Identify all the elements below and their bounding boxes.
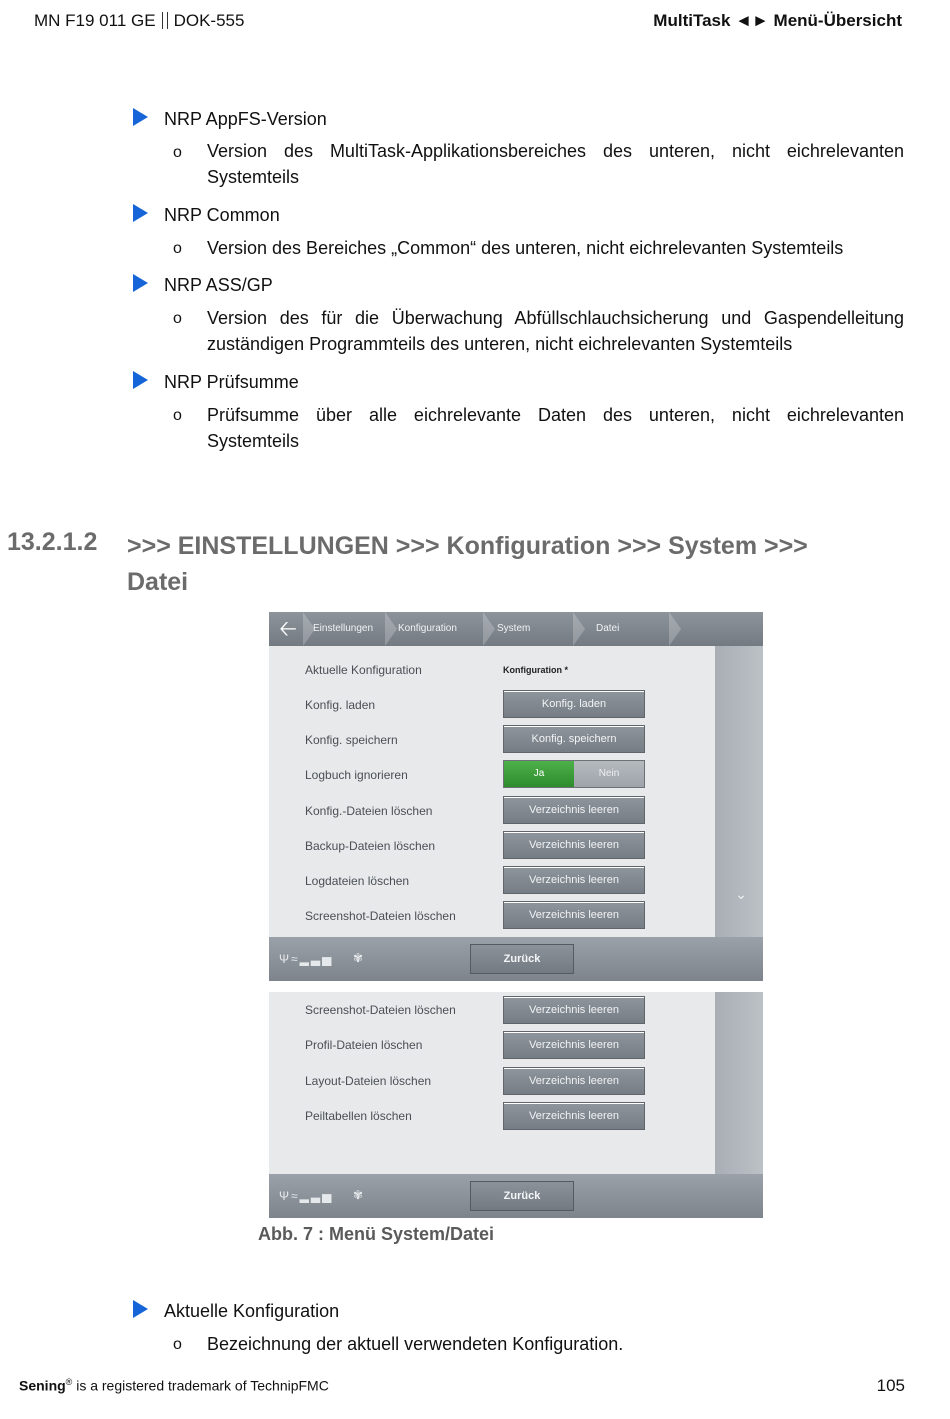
bullet-triangle-icon (133, 204, 148, 222)
bullet-triangle-icon (133, 1300, 148, 1318)
row-label-logbuch-ignorieren: Logbuch ignorieren (305, 768, 408, 782)
row-label-layout-dateien-loeschen: Layout-Dateien löschen (305, 1074, 432, 1088)
row-label-screenshot-dateien-loeschen: Screenshot-Dateien löschen (305, 909, 456, 923)
clear-config-files-button[interactable]: Verzeichnis leeren (503, 796, 645, 824)
row-label-konfig-speichern: Konfig. speichern (305, 733, 398, 747)
breadcrumb-item-einstellungen[interactable]: Einstellungen (313, 623, 374, 634)
back-button[interactable]: Zurück (470, 944, 574, 974)
row-label-backup-dateien-loeschen: Backup-Dateien löschen (305, 839, 436, 853)
breadcrumb-separator (573, 612, 585, 646)
row-label-profil-dateien-loeschen: Profil-Dateien löschen (305, 1038, 423, 1052)
bullet-triangle-icon (133, 371, 148, 389)
device-screenshot-2 (269, 992, 763, 1218)
trademark-text: is a registered trademark of TechnipFMC (72, 1377, 329, 1394)
row-label-screenshot-dateien-loeschen: Screenshot-Dateien löschen (305, 1003, 456, 1017)
clear-screenshot-files-button[interactable]: Verzeichnis leeren (503, 901, 645, 929)
breadcrumb-item-konfiguration[interactable]: Konfiguration (398, 623, 457, 634)
clear-log-files-button[interactable]: Verzeichnis leeren (503, 866, 645, 894)
scroll-column[interactable] (715, 646, 763, 937)
clear-backup-files-button[interactable]: Verzeichnis leeren (503, 831, 645, 859)
clear-screenshot-files-button[interactable]: Verzeichnis leeren (503, 996, 645, 1024)
sub-bullet-marker: o (173, 240, 182, 257)
toggle-nein[interactable]: Nein (574, 761, 644, 787)
row-label-logdateien-loeschen: Logdateien löschen (305, 874, 410, 888)
registered-mark: ® (65, 1377, 73, 1387)
item-title: NRP ASS/GP (164, 275, 273, 295)
section-title-line2: Datei (127, 568, 189, 596)
header-chapter-title: MultiTask ◄► Menü-Übersicht (653, 11, 902, 30)
item-description: Version des MultiTask-Applikationsbereiches des unteren, nicht eichrelevanten Systemteils (207, 141, 904, 187)
scroll-column[interactable] (715, 992, 763, 1174)
doc-number: MN F19 011 GE (34, 11, 156, 30)
breadcrumb-item-datei[interactable]: Datei (596, 623, 620, 634)
signal-icon: ▂▃▅ (299, 1189, 334, 1203)
item-description: Bezeichnung der aktuell verwendeten Konfiguration. (207, 1334, 624, 1354)
back-button[interactable]: Zurück (470, 1181, 574, 1211)
bullet-triangle-icon (133, 108, 148, 126)
item-title: NRP Common (164, 205, 280, 225)
status-icons (279, 952, 333, 966)
item-title: NRP AppFS-Version (164, 109, 327, 129)
current-config-value: Konfiguration * (503, 665, 568, 675)
breadcrumb (269, 612, 763, 646)
sub-bullet-marker: o (173, 144, 182, 161)
back-arrow-icon[interactable]: 🡠 (279, 616, 297, 641)
row-label-aktuelle-konfiguration: Aktuelle Konfiguration (305, 663, 422, 677)
save-config-button[interactable]: Konfig. speichern (503, 725, 645, 753)
bullet-triangle-icon (133, 274, 148, 292)
row-label-konfig-dateien-loeschen: Konfig.-Dateien löschen (305, 804, 433, 818)
clear-layout-files-button[interactable]: Verzeichnis leeren (503, 1067, 645, 1095)
load-config-button[interactable]: Konfig. laden (503, 690, 645, 718)
header-document-id (34, 11, 244, 31)
item-description: Prüfsumme über alle eichrelevante Daten des unteren, nicht eichrelevanten Systemteils (207, 405, 904, 451)
link-icon: ≈ (291, 1189, 300, 1203)
row-label-konfig-laden: Konfig. laden (305, 698, 376, 712)
item-description: Version des Bereiches „Common“ des unteren, nicht eichrelevanten Systemteils (207, 238, 844, 258)
dok-number: DOK-555 (173, 11, 245, 30)
sub-bullet-marker: o (173, 407, 182, 424)
status-icons (279, 1189, 333, 1203)
breadcrumb-separator (483, 612, 495, 646)
item-title: Aktuelle Konfiguration (164, 1301, 340, 1321)
toggle-ja[interactable]: Ja (504, 761, 574, 787)
brand-name: Sening (19, 1377, 66, 1394)
item-description: Version des für die Überwachung Abfüllschlauchsicherung und Gaspendelleitung zuständigen Programmteils des unteren, nicht eichrelevanten Systemteils (207, 308, 904, 354)
section-title (127, 528, 887, 600)
usb-icon: Ψ (279, 952, 292, 966)
item-title: NRP Prüfsumme (164, 372, 299, 392)
usb-icon: Ψ (279, 1189, 292, 1203)
header-separator (162, 12, 168, 29)
settings-panel (269, 646, 715, 937)
chevron-down-icon[interactable]: ⌄ (735, 886, 747, 902)
sub-bullet-marker: o (173, 1336, 182, 1353)
page-number: 105 (876, 1376, 905, 1395)
figure-caption: Abb. 7 : Menü System/Datei (258, 1224, 495, 1244)
breadcrumb-separator (385, 612, 397, 646)
section-number: 13.2.1.2 (7, 528, 98, 556)
status-footer (269, 937, 763, 981)
status-footer (269, 1174, 763, 1218)
clear-gauge-tables-button[interactable]: Verzeichnis leeren (503, 1102, 645, 1130)
link-icon: ≈ (291, 952, 300, 966)
section-title-line1: >>> EINSTELLUNGEN >>> Konfiguration >>> System >>> (127, 532, 808, 560)
clear-profile-files-button[interactable]: Verzeichnis leeren (503, 1031, 645, 1059)
device-screenshot-1 (269, 612, 763, 981)
row-label-peiltabellen-loeschen: Peiltabellen löschen (305, 1109, 412, 1123)
sub-bullet-marker: o (173, 310, 182, 327)
breadcrumb-separator (669, 612, 681, 646)
breadcrumb-item-system[interactable]: System (497, 623, 531, 634)
bluetooth-icon: ✾ (353, 1188, 364, 1202)
bluetooth-icon: ✾ (353, 951, 364, 965)
trademark-note (19, 1377, 329, 1394)
logbook-ignore-toggle[interactable] (503, 760, 645, 788)
signal-icon: ▂▃▅ (299, 952, 334, 966)
